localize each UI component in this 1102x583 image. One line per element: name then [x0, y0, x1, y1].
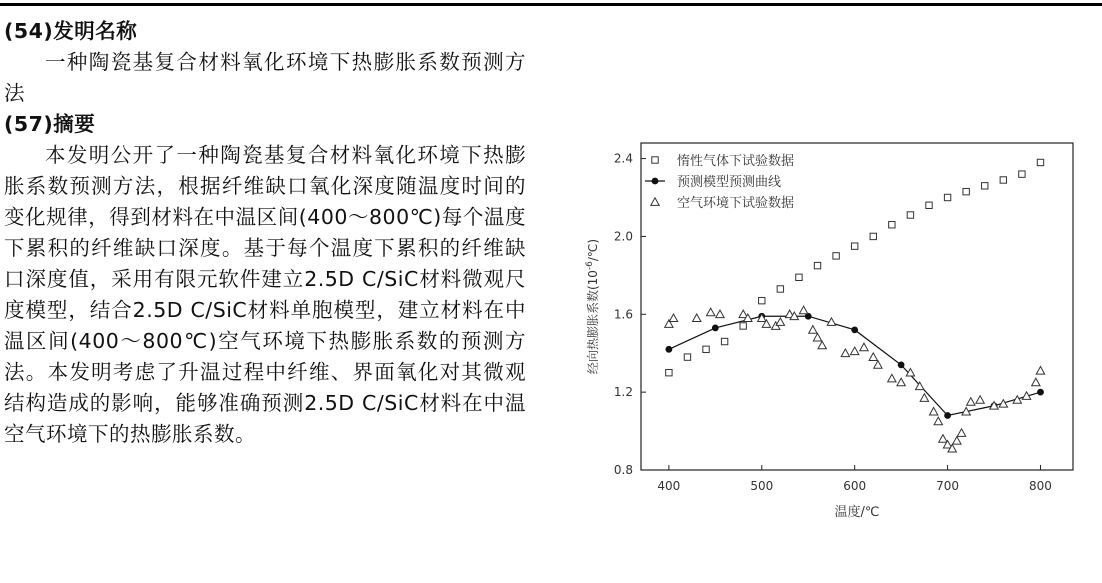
legend-marker: [651, 198, 659, 206]
data-point: [1037, 159, 1043, 165]
data-point: [693, 314, 701, 322]
data-point: [669, 314, 677, 322]
legend-label: 惰性气体下试验数据: [677, 154, 795, 169]
data-point: [850, 347, 858, 355]
data-point: [934, 417, 942, 425]
data-point: [874, 361, 882, 369]
data-point: [929, 407, 937, 415]
y-axis-label-main: 经向热膨胀系数(10: [586, 270, 600, 375]
data-point: [712, 325, 719, 332]
data-point: [721, 338, 727, 344]
data-point: [1037, 389, 1044, 396]
chart-svg: [583, 128, 1083, 523]
data-point: [916, 382, 924, 390]
x-tick-label: 600: [843, 479, 867, 493]
top-rule: [0, 3, 1102, 6]
y-axis-label-exponent: -6: [585, 261, 595, 271]
data-point: [809, 326, 817, 334]
data-point: [967, 398, 975, 406]
data-point: [684, 354, 690, 360]
x-tick-label: 800: [1029, 479, 1052, 493]
y-tick-label: 1.6: [613, 307, 633, 322]
plot-frame: [641, 143, 1073, 470]
data-point: [796, 274, 802, 280]
data-point: [944, 194, 950, 200]
data-point: [860, 343, 868, 351]
data-point: [1036, 367, 1044, 375]
abstract-heading: (57)摘要: [4, 112, 96, 136]
data-point: [1000, 177, 1006, 183]
title-heading: (54)发明名称: [4, 19, 138, 43]
data-point: [776, 318, 784, 326]
series-1: [665, 313, 1043, 419]
data-point: [665, 346, 672, 353]
data-point: [814, 262, 820, 268]
abstract-text: 本发明公开了一种陶瓷基复合材料氧化环境下热膨胀系数预测方法，根据纤维缺口氧化深度随温度时间的变化规律，得到材料在中温区间(400～800℃)每个温度下累积的纤维缺口深度。基于每个温度下累积的纤维缺口深度值，采用有限元软件建立2.5D C/SiC材料微观尺度模型，结合2.5D C/SiC材料单胞模型，建立材料在中温区间(400～800℃)空气环境下热膨胀系数的预测方法。本发明考虑了升温过程中纤维、界面氧化对其微观结构造成的影响，能够准确预测2.5D C/SiC材料在中温空气环境下的热膨胀系数。: [4, 143, 526, 446]
data-point: [963, 188, 969, 194]
legend-label: 空气环境下试验数据: [677, 196, 795, 211]
data-point: [777, 286, 783, 292]
data-point: [869, 353, 877, 361]
data-point: [666, 369, 672, 375]
data-point: [957, 429, 965, 437]
x-tick-label: 500: [750, 479, 774, 493]
data-point: [851, 243, 857, 249]
x-tick-label: 400: [657, 479, 681, 493]
legend-marker: [652, 178, 659, 185]
data-point: [898, 361, 905, 368]
thermal-expansion-chart: [583, 128, 1083, 523]
data-point: [799, 306, 807, 314]
data-point: [716, 310, 724, 318]
legend-marker: [652, 157, 658, 163]
x-tick-label: 700: [936, 479, 960, 493]
data-point: [976, 396, 984, 404]
data-point: [759, 297, 765, 303]
data-point: [926, 202, 932, 208]
data-point: [944, 412, 951, 419]
data-point: [703, 346, 709, 352]
y-tick-label: 2.4: [613, 151, 633, 166]
data-point: [870, 233, 876, 239]
y-axis-label-unit: /℃): [586, 238, 600, 262]
data-point: [982, 183, 988, 189]
legend: [645, 153, 794, 211]
x-axis-label: 温度/℃: [834, 505, 880, 520]
data-point: [907, 212, 913, 218]
data-point: [1032, 378, 1040, 386]
data-point: [706, 308, 714, 316]
data-point: [818, 341, 826, 349]
data-point: [939, 435, 947, 443]
data-point: [888, 374, 896, 382]
y-tick-label: 2.0: [613, 229, 633, 244]
y-tick-label: 0.8: [613, 463, 633, 477]
legend-label: 预测模型预测曲线: [677, 175, 782, 190]
data-point: [833, 253, 839, 259]
data-point: [813, 333, 821, 341]
data-point: [1019, 171, 1025, 177]
patent-text-column: [4, 16, 526, 450]
data-point: [851, 326, 858, 333]
invention-title: 一种陶瓷基复合材料氧化环境下热膨胀系数预测方法: [4, 50, 526, 105]
y-tick-label: 1.2: [613, 385, 633, 400]
data-point: [897, 378, 905, 386]
data-point: [889, 222, 895, 228]
data-point: [920, 394, 928, 402]
data-point: [740, 323, 746, 329]
y-axis-label: [585, 239, 600, 374]
data-point: [953, 437, 961, 445]
data-point: [841, 349, 849, 357]
series-0: [666, 159, 1044, 376]
